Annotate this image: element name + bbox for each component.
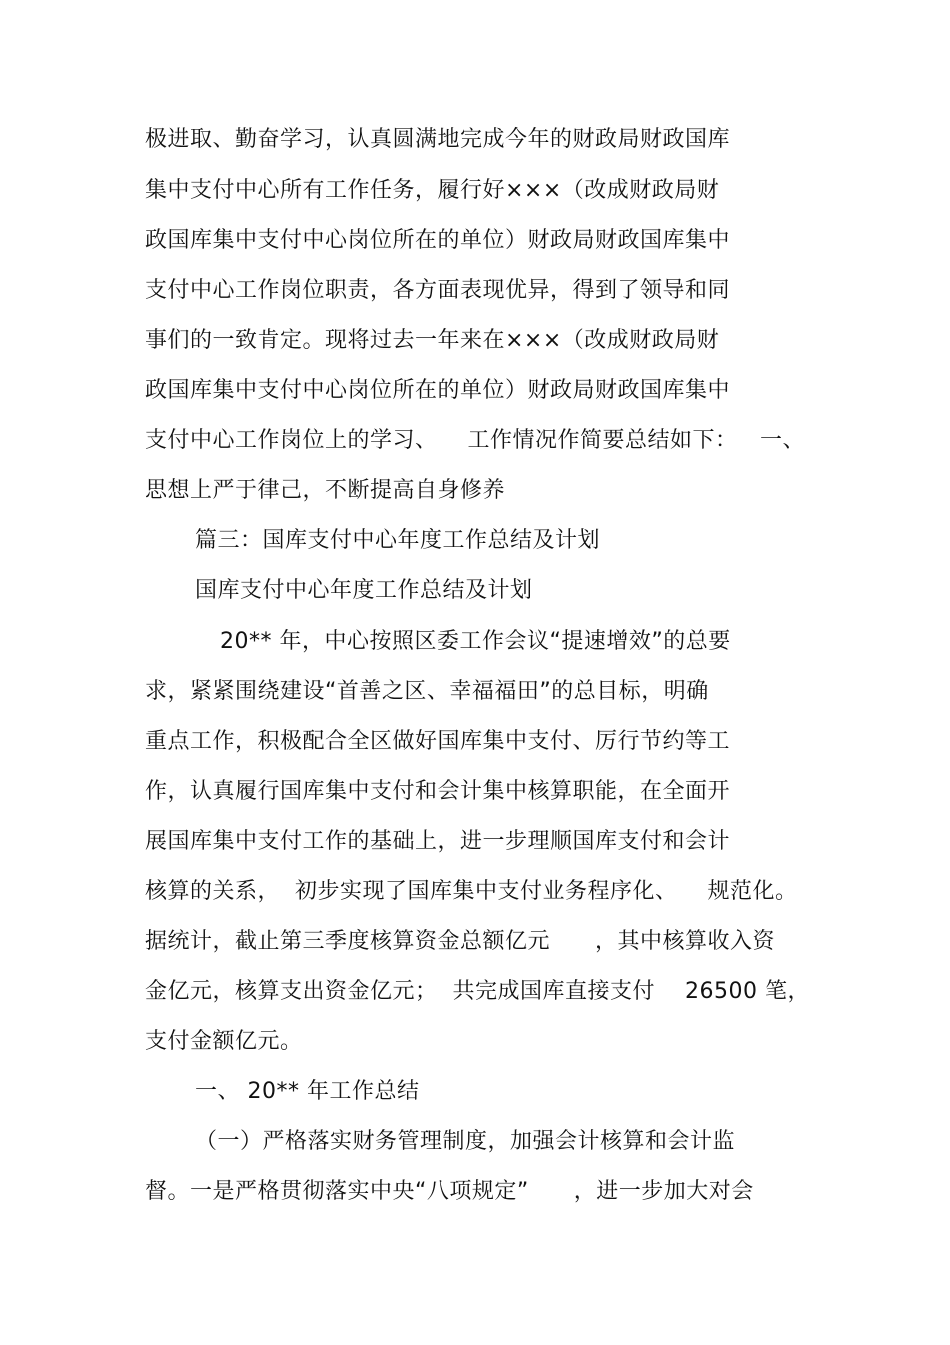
body-text-line: 重点工作，积极配合全区做好国库集中支付、厉行节约等工 (145, 729, 731, 754)
body-text-line: 政国库集中支付中心岗位所在的单位）财政局财政国库集中 (145, 228, 731, 253)
body-text-line: 核算的关系， 初步实现了国库集中支付业务程序化、 规范化。 (145, 879, 798, 904)
body-text-line: 支付中心工作岗位职责，各方面表现优异，得到了领导和同 (145, 278, 731, 303)
section-heading: 篇三：国库支付中心年度工作总结及计划 (195, 528, 601, 553)
body-text-line: 督。一是严格贯彻落实中央“八项规定” ，进一步加大对会 (145, 1179, 754, 1204)
body-text-line: 事们的一致肯定。现将过去一年来在×××（改成财政局财 (145, 328, 720, 353)
body-text-line: 求，紧紧围绕建设“首善之区、幸福福田”的总目标，明确 (145, 679, 709, 704)
body-text-line: 作，认真履行国库集中支付和会计集中核算职能，在全面开 (145, 779, 731, 804)
body-text-line: 据统计，截止第三季度核算资金总额亿元 ，其中核算收入资 (145, 929, 775, 954)
body-text-line: 支付中心工作岗位上的学习、 工作情况作简要总结如下： 一、 (145, 428, 805, 453)
body-text-line: 20** 年，中心按照区委工作会议“提速增效”的总要 (220, 629, 731, 654)
subsection-heading: （一）严格落实财务管理制度，加强会计核算和会计监 (195, 1129, 736, 1154)
body-text-line: 支付金额亿元。 (145, 1029, 303, 1054)
section-heading: 一、 20** 年工作总结 (195, 1079, 420, 1104)
body-text-line: 政国库集中支付中心岗位所在的单位）财政局财政国库集中 (145, 378, 731, 403)
body-text-line: 集中支付中心所有工作任务，履行好×××（改成财政局财 (145, 178, 720, 203)
body-text-line: 极进取、勤奋学习，认真圆满地完成今年的财政局财政国库 (145, 127, 731, 152)
body-text-line: 思想上严于律己，不断提高自身修养 (145, 478, 506, 503)
body-text-line: 金亿元，核算支出资金亿元； 共完成国库直接支付 26500 笔， (145, 979, 810, 1004)
document-title: 国库支付中心年度工作总结及计划 (195, 578, 533, 603)
body-text-line: 展国库集中支付工作的基础上，进一步理顺国库支付和会计 (145, 829, 731, 854)
